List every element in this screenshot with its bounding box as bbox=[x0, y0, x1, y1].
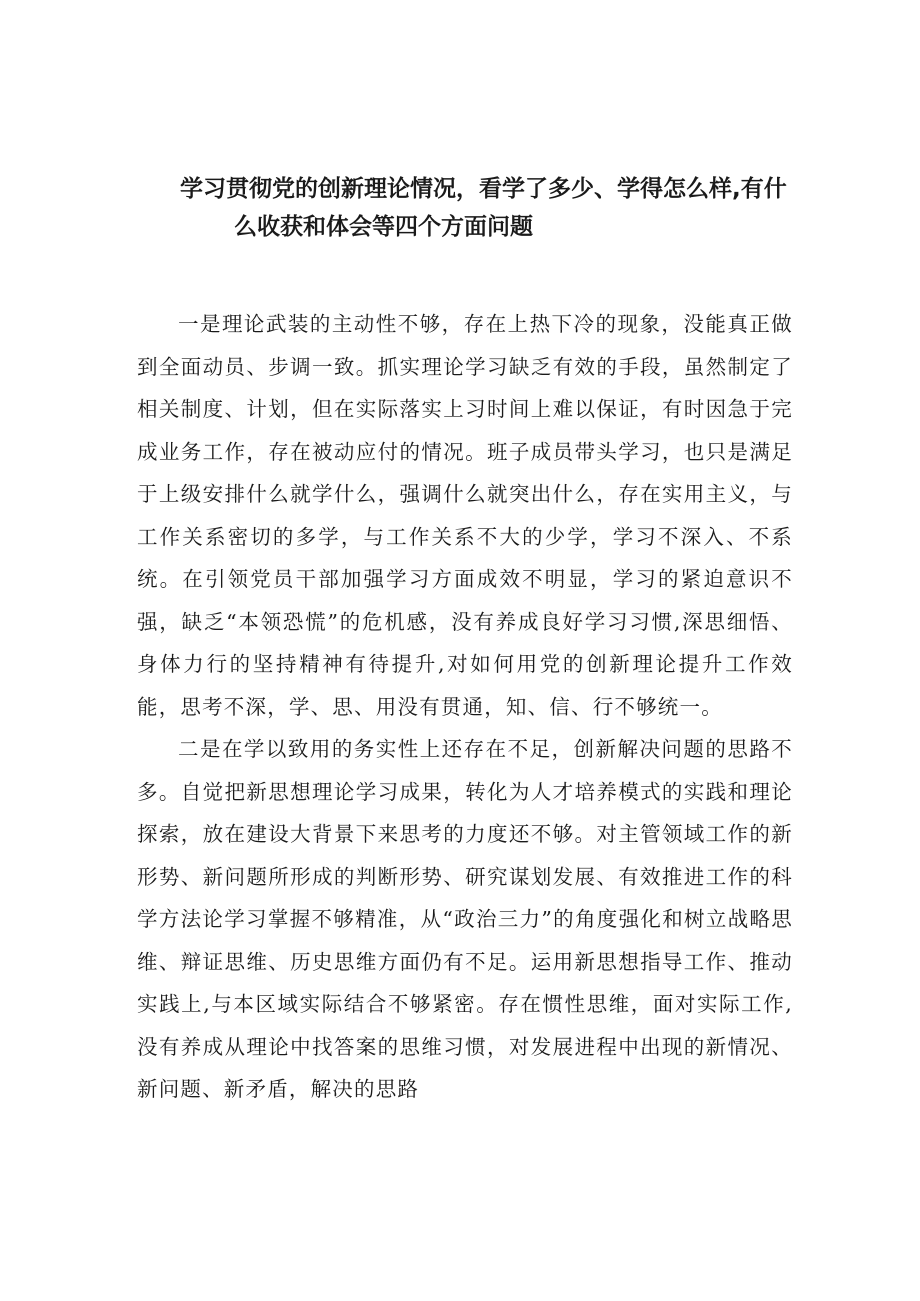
paragraph-2: 二是在学以致用的务实性上还存在不足，创新解决问题的思路不多。自觉把新思想理论学习成果，转化为人才培养模式的实践和理论探索，放在建设大背景下来思考的力度还不够。对主管领域工作的新形势、新问题所形成的判断形势、研究谋划发展、有效推进工作的科学方法论学习掌握不够精准，从“政治三力”的角度强化和树立战略思维、辩证思维、历史思维方面仍有不足。运用新思想指导工作、推动实践上,与本区域实际结合不够紧密。存在惯性思维，面对实际工作,没有养成从理论中找答案的思维习惯，对发展进程中出现的新情况、新问题、新矛盾，解决的思路 bbox=[137, 737, 793, 1101]
document-title bbox=[180, 170, 820, 246]
title-line-2: 么收获和体会等四个方面问题 bbox=[234, 214, 533, 240]
paragraph-1: 一是理论武装的主动性不够，存在上热下冷的现象，没能真正做到全面动员、步调一致。抓实理论学习缺乏有效的手段，虽然制定了相关制度、计划，但在实际落实上习时间上难以保证，有时因急于完成业务工作，存在被动应付的情况。班子成员带头学习，也只是满足于上级安排什么就学什么，强调什么就突出什么，存在实用主义，与工作关系密切的多学，与工作关系不大的少学，学习不深入、不系统。在引领党员干部加强学习方面成效不明显，学习的紧迫意识不强，缺乏“本领恐慌”的危机感，没有养成良好学习习惯,深思细悟、身体力行的坚持精神有待提升,对如何用党的创新理论提升工作效能，思考不深，学、思、用没有贯通，知、信、行不够统一。 bbox=[137, 312, 793, 719]
document-body bbox=[137, 303, 793, 1111]
title-line-1: 学习贯彻党的创新理论情况，看学了多少、学得怎么样,有什 bbox=[180, 176, 787, 202]
